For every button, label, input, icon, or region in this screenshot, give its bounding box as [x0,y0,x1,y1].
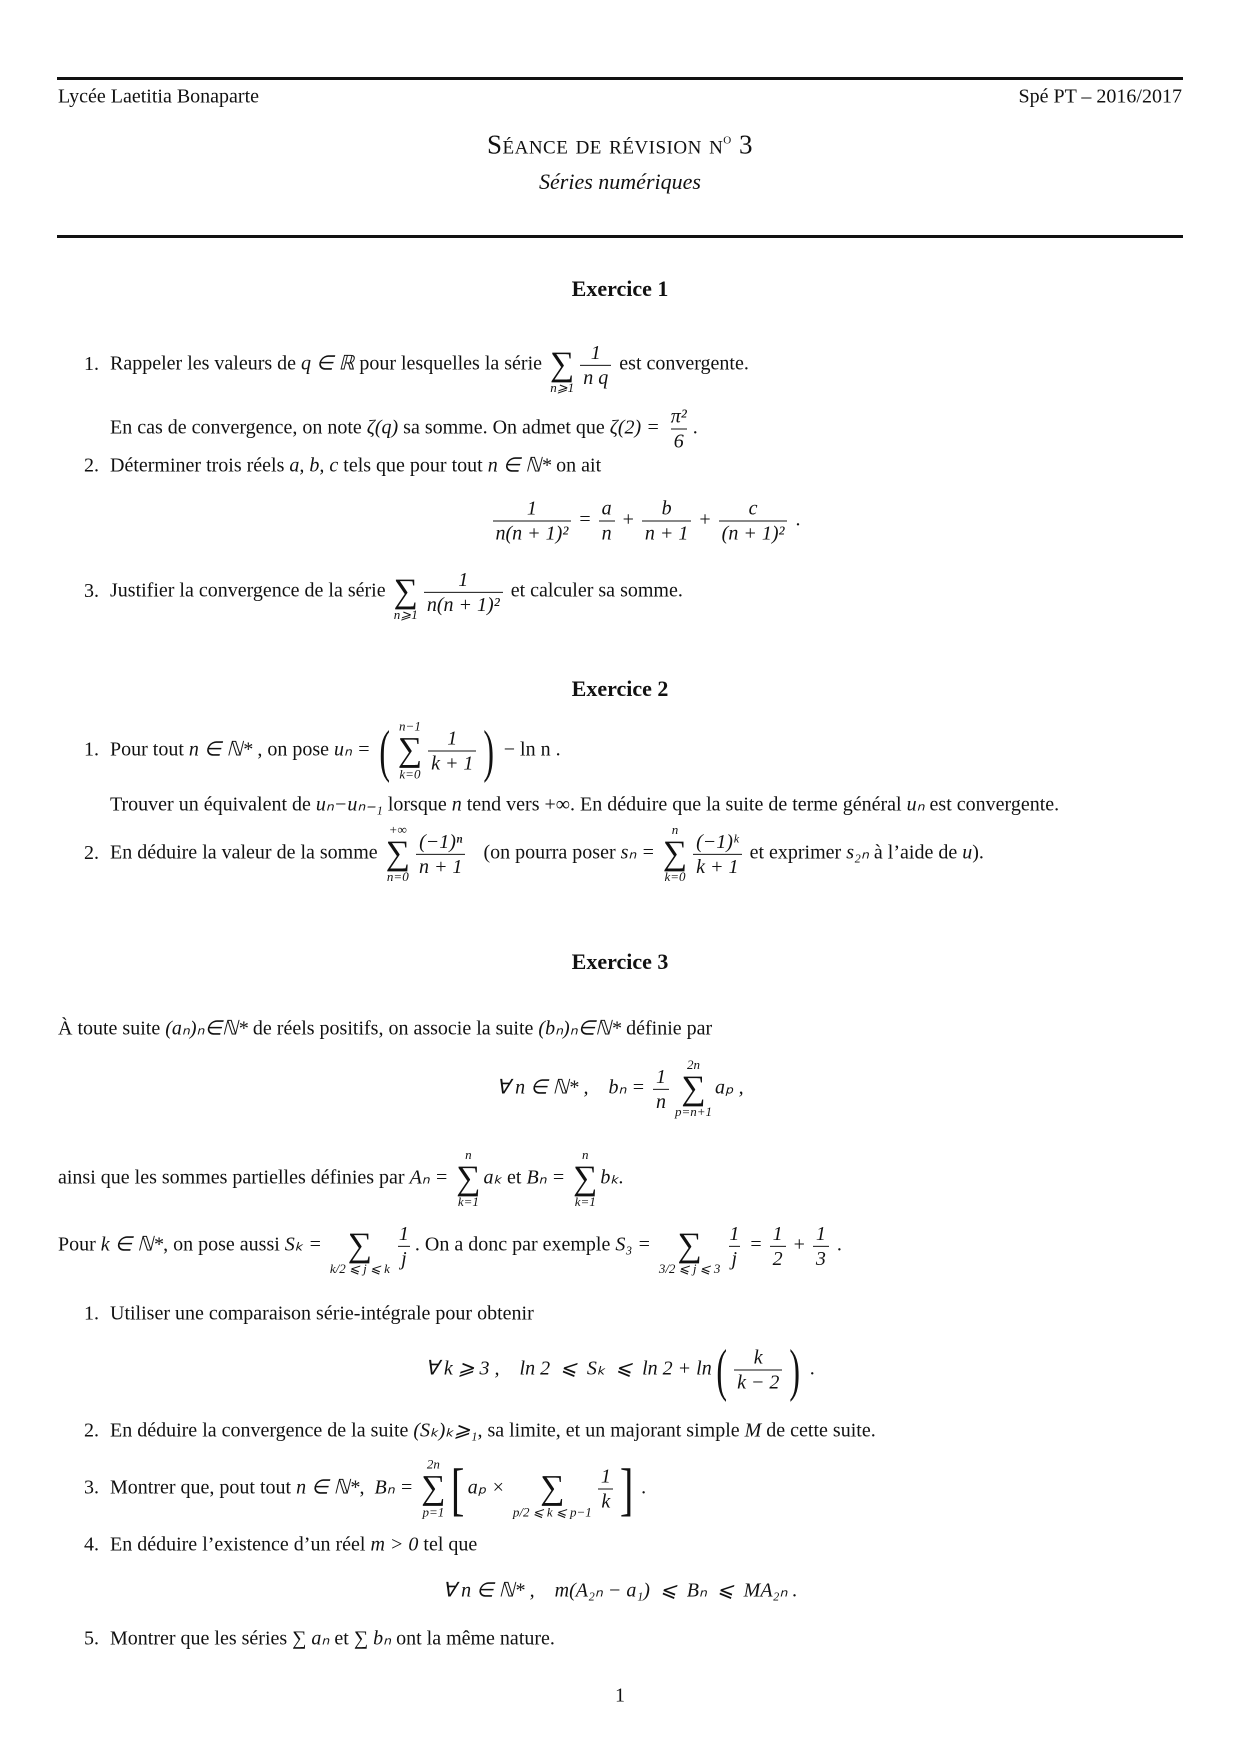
text: En déduire l’existence d’un réel [110,1533,371,1556]
sum-limit: p=n+1 [674,1104,713,1120]
fraction [642,497,692,546]
text: + [617,508,639,531]
sigma-symbol: ∑ [681,1069,706,1107]
denominator: 3 [813,1245,829,1270]
math: sₙ = [620,841,660,864]
header-rule [57,235,1183,238]
ex3-question-2 [84,1418,876,1443]
summation [398,720,422,782]
denominator: n(n + 1)² [493,521,572,546]
text: = [574,508,596,531]
math: u [962,841,973,864]
page-title [0,130,1240,161]
ex3-intro [58,1016,712,1041]
math: (Sₖ)ₖ⩾₁ [413,1419,478,1442]
summation [386,823,410,885]
summation [421,1458,445,1520]
text: Rappeler les valeurs de [110,352,302,375]
math: +∞ [544,793,571,816]
sum-limit: p/2 ⩽ k ⩽ p−1 [512,1504,592,1520]
math: ζ(2) = [609,416,665,439]
ex3-bn-definition [0,1058,1240,1120]
ex3-question-1 [84,1303,534,1326]
item-number: 4. [84,1533,99,1556]
math: m > 0 [370,1533,419,1556]
math: n ∈ ℕ* [487,454,552,477]
ex2-instruction [110,792,1059,817]
sum-limit: k/2 ⩽ j ⩽ k [329,1261,390,1277]
sigma-symbol: ∑ [421,1469,446,1507]
text: = [745,1233,767,1256]
denominator: (n + 1)² [719,521,788,546]
math: bₖ. [600,1166,624,1189]
text: , on pose aussi [163,1233,285,1256]
text: Montrer que les séries [110,1627,293,1650]
math: n ∈ ℕ* [296,1476,360,1499]
text: 1 [600,1465,611,1488]
ex1-question-1 [84,334,749,396]
math: (aₙ)ₙ∈ℕ* [165,1017,248,1040]
math: S₃ = [615,1233,656,1256]
text: Pour tout [110,738,189,761]
title-text: Séance de révision n [486,129,724,160]
title-num: 3 [731,129,753,160]
math: Bₙ = [526,1166,571,1189]
text: π² [670,405,687,428]
text: (−1)ⁿ [419,830,463,853]
sigma-symbol: ∑ [677,1226,702,1264]
math: Bₙ = [374,1476,419,1499]
sum-limit: k=1 [457,1194,479,1210]
summation [663,823,687,885]
title-sup: o [723,130,732,148]
ex1-question-2 [84,453,601,478]
math: ∀ n ∈ ℕ* , bₙ = [496,1076,650,1099]
text: Utiliser une comparaison série-intégrale pour obtenir [110,1302,534,1325]
text: 1 [590,341,601,364]
sum-limit: n [671,821,679,837]
text: Montrer que, pout tout [110,1476,297,1499]
sigma-symbol: ∑ [385,834,410,872]
denominator: n q [580,364,611,389]
sum-limit: n [465,1146,472,1162]
text: + [788,1233,810,1256]
math: ∑ aₙ [292,1627,330,1650]
summation [659,1215,721,1277]
ex1-equation [0,497,1240,546]
fraction [493,497,572,546]
class-year: Spé PT – 2016/2017 [1018,85,1182,108]
text: est convergente. [924,793,1060,816]
sigma-symbol: ∑ [393,572,418,610]
math: q ∈ ℝ [301,352,355,375]
text: 1 [772,1222,783,1245]
fraction [598,1465,614,1514]
text: , sa limite, et un majorant simple [477,1419,745,1442]
item-number: 5. [84,1627,99,1650]
text: 1 [526,497,537,520]
denominator: k + 1 [693,853,741,878]
paren: ( [379,718,391,784]
denominator: n(n + 1)² [424,591,503,616]
fraction [653,1064,669,1113]
text: tend vers [461,793,545,816]
fraction [599,497,615,546]
ex1-note [110,405,698,454]
top-rule [57,77,1183,80]
sum-limit: k=0 [399,766,421,782]
text: Trouver un équivalent de [110,793,316,816]
delimiter: ( [716,1337,727,1403]
text: on ait [551,454,602,477]
page-number: 1 [615,1684,625,1707]
denominator: k [598,1489,613,1514]
sigma-symbol: ∑ [397,731,423,769]
text: . [790,508,801,531]
sum-limit: +∞ [388,821,407,837]
text: à l’aide de [868,841,963,864]
fraction [726,1221,742,1270]
ex3-inequality-bn [0,1578,1240,1603]
text: ). [972,841,984,864]
text: et calculer sa somme. [505,579,683,602]
denominator: 6 [671,429,687,454]
summation [513,1458,592,1520]
ex1-question-3 [84,561,683,623]
exercise-2-title: Exercice 2 [571,676,669,701]
sum-limit: 2n [687,1056,700,1072]
sum-limit: 2n [426,1456,440,1472]
item-number: 2. [84,454,99,477]
fraction [734,1346,782,1395]
denominator: n + 1 [642,521,692,546]
exercise-1-title: Exercice 1 [571,276,669,301]
math: (bₙ)ₙ∈ℕ* [538,1017,622,1040]
text: et exprimer [744,841,847,864]
denominator: k + 1 [428,751,476,776]
math: uₙ−uₙ₋₁ [315,793,383,816]
text: lorsque [382,793,452,816]
fraction [424,567,503,616]
text: tel que [418,1533,478,1556]
math: − ln n . [498,738,561,761]
text: a [601,497,612,520]
text: k [753,1346,763,1369]
summation [330,1215,390,1277]
text: 1 [447,727,458,750]
ex3-inequality-sk [0,1337,1240,1404]
text: pour lesquelles la série [354,352,548,375]
exercise-3-title: Exercice 3 [571,949,669,974]
text: ainsi que les sommes partielles définies par [58,1166,410,1189]
item-number: 3. [84,1476,99,1499]
item-number: 3. [84,579,99,602]
text: de cette suite. [761,1419,876,1442]
text: ont la même nature. [391,1627,555,1650]
math: Aₙ = [409,1166,454,1189]
item-number: 2. [84,1419,99,1442]
denominator: n + 1 [416,853,466,878]
sigma-symbol: ∑ [456,1159,481,1197]
summation [573,1148,597,1210]
text: (−1)ᵏ [696,830,739,853]
text: , on pose [252,738,335,761]
subtitle: Séries numériques [539,169,701,194]
summation [675,1058,712,1120]
delimiter: ] [619,1456,634,1522]
item-number: 1. [84,1302,99,1325]
math: ∀ k ⩾ 3 , ln 2 ⩽ Sₖ ⩽ ln 2 + ln [425,1357,712,1380]
sum-limit: n [582,1146,589,1162]
math: n ∈ ℕ* [188,738,253,761]
math: a, b, c [289,454,339,477]
sum-limit: k=1 [574,1194,596,1210]
text: + [694,508,716,531]
text: sa somme. On admet que [398,416,610,439]
text: 1 [729,1222,740,1245]
sum-limit: 3/2 ⩽ j ⩽ 3 [658,1261,721,1277]
fraction [693,829,741,878]
fraction [719,497,788,546]
math: k ∈ ℕ* [100,1233,164,1256]
text: . [636,1476,647,1499]
item-number: 1. [84,352,99,375]
fraction [668,405,690,454]
school-name: Lycée Laetitia Bonaparte [58,85,260,108]
text: , [359,1476,375,1499]
text: En déduire la valeur de la somme [110,841,383,864]
math: aₚ × [467,1476,510,1499]
text: est convergente. [614,352,749,375]
text: b [661,497,672,520]
ex3-partial-sums [58,1148,624,1210]
fraction [428,727,476,776]
summation [456,1148,480,1210]
math: M [744,1419,762,1442]
math: ∀ n ∈ ℕ* , m(A₂ₙ − a₁) ⩽ Bₙ ⩽ MA₂ₙ . [442,1579,798,1602]
denominator: n [653,1088,669,1113]
math: uₙ [906,793,925,816]
delimiter: [ [451,1456,465,1522]
fraction [396,1221,412,1270]
text: de réels positifs, on associe la suite [247,1017,539,1040]
denominator: j [729,1245,741,1270]
text: 1 [815,1222,826,1245]
denominator: j [398,1245,410,1270]
math: ∑ bₙ [353,1627,392,1650]
math: ζ(q) [366,416,399,439]
denominator: n [599,521,615,546]
text: définie par [621,1017,713,1040]
text: 1 [398,1222,409,1245]
text: tels que pour tout [338,454,488,477]
item-number: 2. [84,841,99,864]
fraction [813,1221,829,1270]
sum-limit: p=1 [422,1504,445,1520]
text: . [692,416,698,439]
sigma-symbol: ∑ [662,834,688,872]
sigma-symbol: ∑ [540,1469,565,1507]
paren: ) [483,718,495,784]
text: Pour [58,1233,101,1256]
text: . [831,1233,842,1256]
math: aₚ , [715,1076,744,1099]
ex2-question-2 [84,823,984,885]
text: À toute suite [58,1017,166,1040]
text: (on pourra poser [468,841,621,864]
summation [394,561,418,623]
denominator: 2 [770,1245,786,1270]
text: . [804,1357,815,1380]
ex3-question-4 [84,1534,477,1557]
sum-limit: n=0 [386,869,409,885]
math: s₂ₙ [846,841,869,864]
ex3-sk-definition [58,1215,842,1277]
fraction [770,1221,786,1270]
text: Justifier la convergence de la série [110,579,391,602]
sum-limit: n−1 [399,718,421,734]
text: 1 [655,1065,666,1088]
text: 1 [458,568,469,591]
text: c [748,497,758,520]
sigma-symbol: ∑ [347,1226,372,1264]
summation [550,334,574,396]
text: En cas de convergence, on note [110,416,367,439]
sum-limit: n⩾1 [393,607,418,623]
sigma-symbol: ∑ [550,345,575,383]
text: . On a donc par exemple [414,1233,616,1256]
delimiter: ) [789,1337,801,1403]
math: n [451,793,462,816]
denominator: k − 2 [734,1370,782,1395]
sum-limit: n⩾1 [550,380,575,396]
text: Déterminer trois réels [110,454,290,477]
math: Sₖ = [284,1233,327,1256]
text: et [502,1166,527,1189]
text: En déduire la convergence de la suite [110,1419,414,1442]
ex3-question-3 [84,1456,646,1523]
sum-limit: k=0 [664,869,686,885]
text: . En déduire que la suite de terme général [570,793,907,816]
fraction [580,340,611,389]
math: aₖ [483,1166,503,1189]
fraction [416,829,466,878]
ex2-question-1 [84,718,561,785]
ex3-question-5 [84,1626,555,1651]
sigma-symbol: ∑ [573,1159,598,1197]
math: uₙ = [334,738,376,761]
item-number: 1. [84,738,99,761]
text: et [329,1627,354,1650]
